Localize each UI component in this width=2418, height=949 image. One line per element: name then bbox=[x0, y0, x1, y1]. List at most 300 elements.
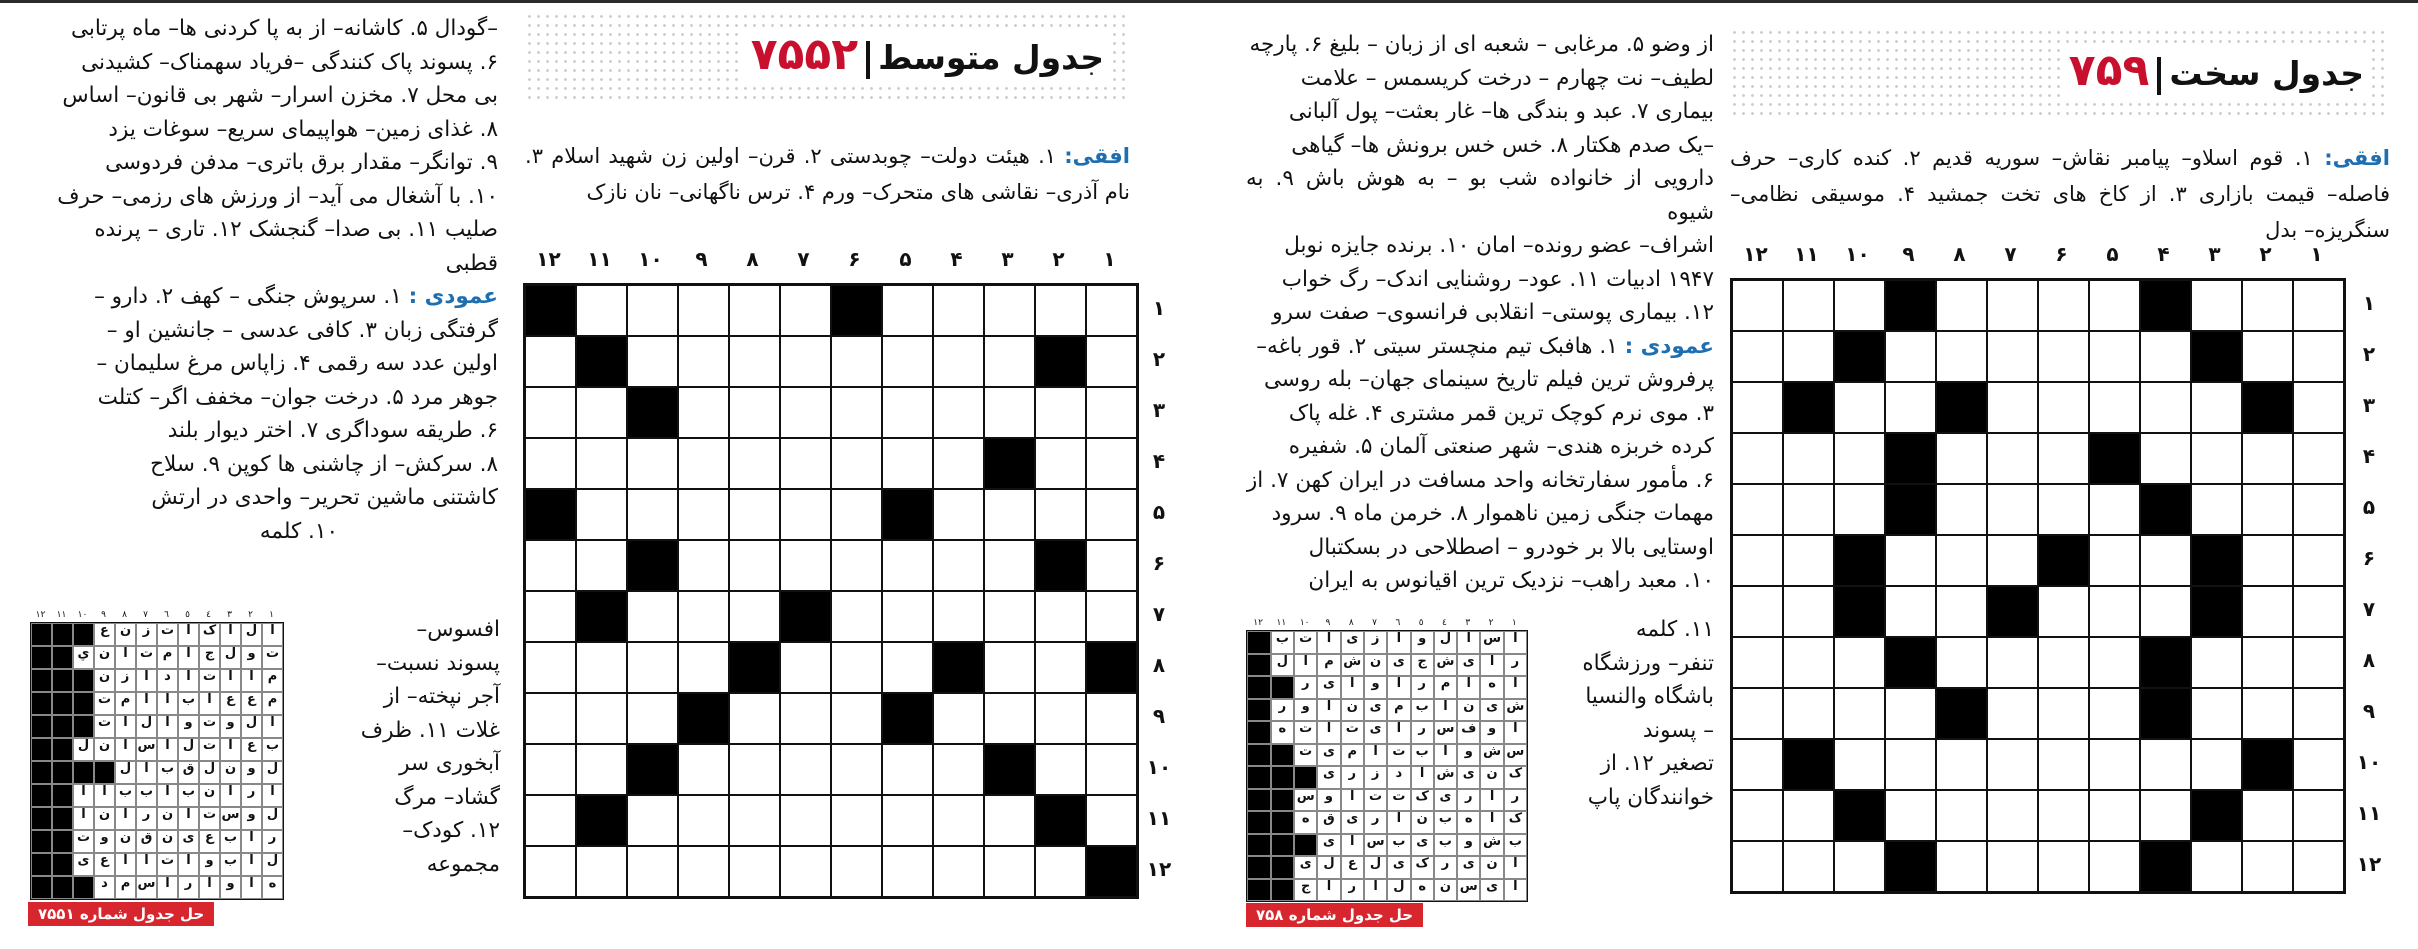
grid-cell[interactable] bbox=[933, 795, 984, 846]
column-number: ۱۰ bbox=[1845, 242, 1870, 266]
grid-cell[interactable] bbox=[2140, 586, 2191, 637]
grid-cell[interactable] bbox=[1035, 744, 1086, 795]
grid-cell[interactable] bbox=[1086, 744, 1137, 795]
grid-cell[interactable] bbox=[2140, 535, 2191, 586]
grid-cell[interactable] bbox=[984, 285, 1035, 336]
grid-cell[interactable] bbox=[2038, 484, 2089, 535]
grid-cell[interactable] bbox=[729, 438, 780, 489]
row-number: ۱ bbox=[1152, 296, 1166, 320]
mini-letter-cell: ن bbox=[94, 807, 115, 830]
grid-cell[interactable] bbox=[2191, 637, 2242, 688]
mini-letter-cell: ب bbox=[136, 784, 157, 807]
grid-cell[interactable] bbox=[678, 591, 729, 642]
grid-cell[interactable] bbox=[2293, 484, 2344, 535]
clue-line: پرفروش ترین فیلم تاریخ سینمای جهان– بله روسی bbox=[1263, 367, 1714, 392]
mini-letter-cell: ا bbox=[1457, 631, 1480, 654]
grid-cell[interactable] bbox=[2089, 586, 2140, 637]
grid-cell[interactable] bbox=[2242, 535, 2293, 586]
grid-cell[interactable] bbox=[780, 642, 831, 693]
grid-cell[interactable] bbox=[2089, 688, 2140, 739]
grid-cell[interactable] bbox=[1987, 790, 2038, 841]
grid-cell[interactable] bbox=[1834, 280, 1885, 331]
grid-cell[interactable] bbox=[1834, 841, 1885, 892]
grid-cell[interactable] bbox=[2293, 841, 2344, 892]
grid-cell[interactable] bbox=[2191, 484, 2242, 535]
mini-letter-cell: ت bbox=[1364, 789, 1387, 812]
mini-letter-cell: ا bbox=[199, 692, 220, 715]
grid-cell[interactable] bbox=[882, 336, 933, 387]
grid-cell[interactable] bbox=[1732, 382, 1783, 433]
grid-cell[interactable] bbox=[525, 591, 576, 642]
grid-cell[interactable] bbox=[2140, 790, 2191, 841]
mini-letter-cell: ب bbox=[1411, 744, 1434, 767]
grid-cell[interactable] bbox=[2089, 790, 2140, 841]
grid-cell[interactable] bbox=[2242, 790, 2293, 841]
black-cell bbox=[1783, 382, 1834, 433]
grid-cell[interactable] bbox=[2293, 280, 2344, 331]
grid-cell[interactable] bbox=[1783, 688, 1834, 739]
grid-cell[interactable] bbox=[1783, 484, 1834, 535]
grid-cell[interactable] bbox=[1086, 438, 1137, 489]
clue-line: بیماری ۷. عبد و بندگی ها– غار بعثت– پول آلبانی bbox=[1288, 99, 1714, 124]
grid-cell[interactable] bbox=[780, 846, 831, 897]
grid-cell[interactable] bbox=[2038, 280, 2089, 331]
grid-cell[interactable] bbox=[2293, 637, 2344, 688]
grid-cell[interactable] bbox=[1885, 739, 1936, 790]
grid-cell[interactable] bbox=[525, 795, 576, 846]
mini-letter-cell: ن bbox=[1480, 856, 1503, 879]
grid-cell[interactable] bbox=[933, 285, 984, 336]
grid-cell[interactable] bbox=[831, 591, 882, 642]
grid-cell[interactable] bbox=[882, 285, 933, 336]
grid-cell[interactable] bbox=[2089, 637, 2140, 688]
grid-cell[interactable] bbox=[1732, 484, 1783, 535]
grid-cell[interactable] bbox=[2191, 841, 2242, 892]
grid-cell[interactable] bbox=[2293, 535, 2344, 586]
grid-cell[interactable] bbox=[831, 336, 882, 387]
grid-cell[interactable] bbox=[525, 642, 576, 693]
grid-cell[interactable] bbox=[831, 693, 882, 744]
grid-cell[interactable] bbox=[984, 591, 1035, 642]
grid-cell[interactable] bbox=[729, 591, 780, 642]
grid-cell[interactable] bbox=[933, 438, 984, 489]
grid-cell[interactable] bbox=[984, 387, 1035, 438]
grid-cell[interactable] bbox=[576, 438, 627, 489]
grid-cell[interactable] bbox=[1035, 387, 1086, 438]
grid-cell[interactable] bbox=[2038, 382, 2089, 433]
clue-line: ۱. هافبک تیم منچستر سیتی ۲. قور باغه– bbox=[1256, 333, 1618, 359]
grid-cell[interactable] bbox=[525, 744, 576, 795]
row-number: ۳ bbox=[1152, 398, 1166, 422]
mini-letter-cell: ا bbox=[1317, 699, 1340, 722]
grid-cell[interactable] bbox=[1936, 841, 1987, 892]
grid-cell[interactable] bbox=[1987, 433, 2038, 484]
grid-cell[interactable] bbox=[2140, 331, 2191, 382]
mini-letter-cell: ر bbox=[262, 830, 283, 853]
grid-cell[interactable] bbox=[984, 336, 1035, 387]
grid-cell[interactable] bbox=[2089, 535, 2140, 586]
grid-cell[interactable] bbox=[1936, 535, 1987, 586]
grid-cell[interactable] bbox=[1086, 336, 1137, 387]
grid-cell[interactable] bbox=[1035, 285, 1086, 336]
grid-cell[interactable] bbox=[984, 642, 1035, 693]
grid-cell[interactable] bbox=[2293, 382, 2344, 433]
grid-cell[interactable] bbox=[1732, 586, 1783, 637]
mini-letter-cell: ا bbox=[115, 646, 136, 669]
grid-cell[interactable] bbox=[1987, 841, 2038, 892]
grid-cell[interactable] bbox=[1885, 586, 1936, 637]
grid-cell[interactable] bbox=[1086, 591, 1137, 642]
grid-cell[interactable] bbox=[1936, 280, 1987, 331]
grid-cell[interactable] bbox=[780, 489, 831, 540]
grid-cell[interactable] bbox=[2038, 739, 2089, 790]
grid-cell[interactable] bbox=[1936, 790, 1987, 841]
grid-cell[interactable] bbox=[2038, 433, 2089, 484]
puzzle-hard-grid[interactable] bbox=[1730, 278, 2346, 894]
column-number: ۱۲ bbox=[536, 247, 561, 271]
grid-cell[interactable] bbox=[984, 693, 1035, 744]
grid-cell[interactable] bbox=[882, 540, 933, 591]
grid-cell[interactable] bbox=[2140, 433, 2191, 484]
grid-cell[interactable] bbox=[525, 438, 576, 489]
grid-cell[interactable] bbox=[678, 285, 729, 336]
grid-cell[interactable] bbox=[1732, 688, 1783, 739]
grid-cell[interactable] bbox=[1834, 688, 1885, 739]
clue-line: ۱. سرپوش جنگی – کهف ۲. دارو – bbox=[94, 284, 402, 309]
grid-cell[interactable] bbox=[933, 387, 984, 438]
black-cell bbox=[1086, 846, 1137, 897]
clue-line: گرفتگی زبان ۳. کافی عدسی – جانشین او – bbox=[106, 317, 498, 343]
grid-cell[interactable] bbox=[831, 846, 882, 897]
mini-black-cell bbox=[52, 646, 73, 669]
mini-letter-cell: و bbox=[1457, 834, 1480, 857]
grid-cell[interactable] bbox=[1987, 739, 2038, 790]
grid-cell[interactable] bbox=[678, 387, 729, 438]
mini-letter-cell: ر bbox=[1434, 856, 1457, 879]
grid-cell[interactable] bbox=[1834, 637, 1885, 688]
mini-letter-cell: و bbox=[178, 715, 199, 738]
grid-cell[interactable] bbox=[1834, 484, 1885, 535]
grid-cell[interactable] bbox=[1783, 637, 1834, 688]
grid-cell[interactable] bbox=[627, 336, 678, 387]
grid-cell[interactable] bbox=[2293, 739, 2344, 790]
grid-cell[interactable] bbox=[2038, 637, 2089, 688]
black-cell bbox=[2191, 586, 2242, 637]
mini-letter-cell: ا bbox=[1480, 654, 1503, 677]
grid-cell[interactable] bbox=[2293, 790, 2344, 841]
grid-cell[interactable] bbox=[780, 795, 831, 846]
grid-cell[interactable] bbox=[576, 744, 627, 795]
grid-cell[interactable] bbox=[2191, 433, 2242, 484]
grid-cell[interactable] bbox=[678, 795, 729, 846]
grid-cell[interactable] bbox=[1885, 331, 1936, 382]
grid-cell[interactable] bbox=[831, 744, 882, 795]
grid-cell[interactable] bbox=[2038, 586, 2089, 637]
grid-cell[interactable] bbox=[2140, 382, 2191, 433]
grid-cell[interactable] bbox=[1035, 693, 1086, 744]
grid-cell[interactable] bbox=[525, 387, 576, 438]
grid-cell[interactable] bbox=[1086, 489, 1137, 540]
clue-line: آجر نپخته– از bbox=[383, 684, 500, 709]
grid-cell[interactable] bbox=[1035, 642, 1086, 693]
mini-letter-cell: ن bbox=[1411, 811, 1434, 834]
grid-cell[interactable] bbox=[1732, 790, 1783, 841]
grid-cell[interactable] bbox=[984, 846, 1035, 897]
grid-cell[interactable] bbox=[780, 387, 831, 438]
grid-cell[interactable] bbox=[1834, 382, 1885, 433]
grid-cell[interactable] bbox=[525, 540, 576, 591]
grid-cell[interactable] bbox=[933, 846, 984, 897]
grid-cell[interactable] bbox=[780, 744, 831, 795]
grid-cell[interactable] bbox=[1783, 790, 1834, 841]
grid-cell[interactable] bbox=[1086, 387, 1137, 438]
mini-letter-cell: س bbox=[1457, 879, 1480, 902]
grid-cell[interactable] bbox=[2038, 790, 2089, 841]
grid-cell[interactable] bbox=[729, 795, 780, 846]
mini-letter-cell: ع bbox=[220, 692, 241, 715]
grid-cell[interactable] bbox=[1936, 331, 1987, 382]
grid-cell[interactable] bbox=[1987, 484, 2038, 535]
grid-cell[interactable] bbox=[576, 387, 627, 438]
grid-cell[interactable] bbox=[1086, 540, 1137, 591]
grid-cell[interactable] bbox=[831, 795, 882, 846]
grid-cell[interactable] bbox=[1987, 382, 2038, 433]
mini-left-col-numbers: ١ ٢ ٣ ٤ ٥ ٦ ٧ ٨ ٩ ١٠ ١١ ١٢ bbox=[35, 610, 274, 620]
grid-cell[interactable] bbox=[576, 846, 627, 897]
grid-cell[interactable] bbox=[729, 336, 780, 387]
grid-cell[interactable] bbox=[933, 744, 984, 795]
grid-cell[interactable] bbox=[1732, 433, 1783, 484]
grid-cell[interactable] bbox=[882, 846, 933, 897]
grid-cell[interactable] bbox=[576, 693, 627, 744]
grid-cell[interactable] bbox=[678, 336, 729, 387]
grid-cell[interactable] bbox=[1035, 438, 1086, 489]
grid-cell[interactable] bbox=[729, 744, 780, 795]
grid-cell[interactable] bbox=[627, 438, 678, 489]
grid-cell[interactable] bbox=[2242, 280, 2293, 331]
grid-cell[interactable] bbox=[525, 846, 576, 897]
grid-cell[interactable] bbox=[2242, 637, 2293, 688]
mini-letter-cell: ی bbox=[178, 830, 199, 853]
grid-cell[interactable] bbox=[576, 540, 627, 591]
grid-cell[interactable] bbox=[2242, 433, 2293, 484]
grid-cell[interactable] bbox=[1885, 382, 1936, 433]
mini-letter-cell: ا bbox=[1317, 721, 1340, 744]
grid-cell[interactable] bbox=[2038, 841, 2089, 892]
grid-cell[interactable] bbox=[627, 795, 678, 846]
grid-cell[interactable] bbox=[2089, 841, 2140, 892]
mini-letter-cell: ه bbox=[1411, 879, 1434, 902]
grid-cell[interactable] bbox=[729, 693, 780, 744]
grid-cell[interactable] bbox=[576, 285, 627, 336]
grid-cell[interactable] bbox=[2242, 484, 2293, 535]
grid-cell[interactable] bbox=[2242, 841, 2293, 892]
grid-cell[interactable] bbox=[831, 642, 882, 693]
mini-letter-cell: و bbox=[220, 715, 241, 738]
grid-cell[interactable] bbox=[1783, 433, 1834, 484]
grid-cell[interactable] bbox=[729, 387, 780, 438]
grid-cell[interactable] bbox=[2242, 688, 2293, 739]
black-cell bbox=[2140, 280, 2191, 331]
grid-cell[interactable] bbox=[882, 438, 933, 489]
grid-cell[interactable] bbox=[933, 540, 984, 591]
grid-cell[interactable] bbox=[1732, 739, 1783, 790]
grid-cell[interactable] bbox=[2089, 280, 2140, 331]
grid-cell[interactable] bbox=[2242, 331, 2293, 382]
grid-cell[interactable] bbox=[780, 438, 831, 489]
grid-cell[interactable] bbox=[1732, 331, 1783, 382]
grid-cell[interactable] bbox=[576, 489, 627, 540]
grid-cell[interactable] bbox=[678, 744, 729, 795]
mini-letter-cell: ل bbox=[1434, 631, 1457, 654]
grid-cell[interactable] bbox=[627, 693, 678, 744]
column-number: ۸ bbox=[1953, 242, 1966, 266]
grid-cell[interactable] bbox=[678, 642, 729, 693]
grid-cell[interactable] bbox=[678, 489, 729, 540]
grid-cell[interactable] bbox=[1783, 535, 1834, 586]
grid-cell[interactable] bbox=[525, 693, 576, 744]
grid-cell[interactable] bbox=[627, 285, 678, 336]
grid-cell[interactable] bbox=[1035, 591, 1086, 642]
grid-cell[interactable] bbox=[2089, 739, 2140, 790]
grid-cell[interactable] bbox=[831, 489, 882, 540]
mini-letter-cell: ی bbox=[1364, 699, 1387, 722]
grid-cell[interactable] bbox=[729, 489, 780, 540]
grid-cell[interactable] bbox=[1987, 637, 2038, 688]
grid-cell[interactable] bbox=[678, 540, 729, 591]
grid-cell[interactable] bbox=[1783, 841, 1834, 892]
grid-cell[interactable] bbox=[525, 336, 576, 387]
grid-cell[interactable] bbox=[1987, 331, 2038, 382]
across-text: ۱. قوم اسلاو– پیامبر نقاش– سوریه قدیم ۲. کنده کاری– حرف فاصله– قیمت بازاری ۳. از کاخ های تخت جمشید ۴. موسیقی نظامی– سنگریزه– بدل bbox=[1730, 146, 2390, 242]
grid-cell[interactable] bbox=[1885, 790, 1936, 841]
grid-cell[interactable] bbox=[933, 336, 984, 387]
mini-letter-cell: و bbox=[1457, 744, 1480, 767]
grid-cell[interactable] bbox=[882, 591, 933, 642]
mini-letter-cell: ا bbox=[1504, 879, 1527, 902]
grid-cell[interactable] bbox=[729, 540, 780, 591]
mini-letter-cell: ب bbox=[1434, 834, 1457, 857]
grid-cell[interactable] bbox=[882, 642, 933, 693]
grid-cell[interactable] bbox=[933, 489, 984, 540]
grid-cell[interactable] bbox=[831, 438, 882, 489]
grid-cell[interactable] bbox=[1987, 535, 2038, 586]
black-cell bbox=[831, 285, 882, 336]
grid-cell[interactable] bbox=[780, 336, 831, 387]
grid-cell[interactable] bbox=[2191, 688, 2242, 739]
grid-cell[interactable] bbox=[984, 489, 1035, 540]
row-number: ۹ bbox=[1152, 704, 1166, 728]
clue-line: جوهر مرد ۵. درخت جوان– مخفف اگر– کتلت bbox=[97, 384, 498, 410]
grid-cell[interactable] bbox=[2191, 382, 2242, 433]
grid-cell[interactable] bbox=[2293, 586, 2344, 637]
mini-letter-cell: ل bbox=[1317, 856, 1340, 879]
grid-cell[interactable] bbox=[627, 642, 678, 693]
grid-cell[interactable] bbox=[933, 591, 984, 642]
mini-letter-cell: ا bbox=[241, 853, 262, 876]
grid-cell[interactable] bbox=[1987, 688, 2038, 739]
grid-cell[interactable] bbox=[2089, 382, 2140, 433]
grid-cell[interactable] bbox=[729, 285, 780, 336]
grid-cell[interactable] bbox=[1732, 535, 1783, 586]
puzzle-medium-grid[interactable] bbox=[523, 283, 1139, 899]
grid-cell[interactable] bbox=[2038, 688, 2089, 739]
grid-cell[interactable] bbox=[678, 846, 729, 897]
grid-cell[interactable] bbox=[627, 591, 678, 642]
grid-cell[interactable] bbox=[780, 693, 831, 744]
grid-cell[interactable] bbox=[882, 387, 933, 438]
mini-letter-cell: ی bbox=[1457, 654, 1480, 677]
grid-cell[interactable] bbox=[831, 387, 882, 438]
grid-cell[interactable] bbox=[984, 540, 1035, 591]
grid-cell[interactable] bbox=[1783, 586, 1834, 637]
grid-cell[interactable] bbox=[576, 642, 627, 693]
grid-cell[interactable] bbox=[2140, 739, 2191, 790]
grid-cell[interactable] bbox=[2242, 586, 2293, 637]
grid-cell[interactable] bbox=[2293, 433, 2344, 484]
row-number: ۶ bbox=[2362, 546, 2376, 570]
grid-cell[interactable] bbox=[2293, 688, 2344, 739]
mini-letter-cell: ی bbox=[1480, 699, 1503, 722]
grid-cell[interactable] bbox=[2191, 739, 2242, 790]
grid-cell[interactable] bbox=[1936, 739, 1987, 790]
grid-cell[interactable] bbox=[1086, 795, 1137, 846]
grid-cell[interactable] bbox=[678, 438, 729, 489]
grid-cell[interactable] bbox=[1834, 739, 1885, 790]
grid-cell[interactable] bbox=[1936, 433, 1987, 484]
grid-cell[interactable] bbox=[2089, 331, 2140, 382]
grid-cell[interactable] bbox=[1732, 280, 1783, 331]
black-cell bbox=[1936, 382, 1987, 433]
grid-cell[interactable] bbox=[1885, 688, 1936, 739]
grid-cell[interactable] bbox=[2293, 331, 2344, 382]
mini-letter-cell: ا bbox=[241, 830, 262, 853]
grid-cell[interactable] bbox=[933, 693, 984, 744]
grid-cell[interactable] bbox=[1732, 637, 1783, 688]
mini-letter-cell: ق bbox=[178, 761, 199, 784]
grid-cell[interactable] bbox=[1086, 693, 1137, 744]
grid-cell[interactable] bbox=[1783, 331, 1834, 382]
grid-cell[interactable] bbox=[2038, 331, 2089, 382]
grid-cell[interactable] bbox=[1936, 484, 1987, 535]
grid-cell[interactable] bbox=[1936, 637, 1987, 688]
grid-cell[interactable] bbox=[780, 285, 831, 336]
grid-cell[interactable] bbox=[729, 846, 780, 897]
column-number: ۷ bbox=[2004, 242, 2017, 266]
mini-letter-cell: م bbox=[157, 646, 178, 669]
grid-cell[interactable] bbox=[1783, 280, 1834, 331]
grid-cell[interactable] bbox=[1035, 846, 1086, 897]
grid-cell[interactable] bbox=[831, 540, 882, 591]
grid-cell[interactable] bbox=[627, 489, 678, 540]
grid-cell[interactable] bbox=[1885, 535, 1936, 586]
grid-cell[interactable] bbox=[627, 846, 678, 897]
grid-cell[interactable] bbox=[1936, 586, 1987, 637]
grid-cell[interactable] bbox=[1732, 841, 1783, 892]
mini-letter-cell: م bbox=[1387, 699, 1410, 722]
grid-cell[interactable] bbox=[1086, 285, 1137, 336]
grid-cell[interactable] bbox=[1035, 489, 1086, 540]
grid-cell[interactable] bbox=[882, 744, 933, 795]
mini-letter-cell: ی bbox=[73, 853, 94, 876]
grid-cell[interactable] bbox=[984, 795, 1035, 846]
grid-cell[interactable] bbox=[882, 795, 933, 846]
grid-cell[interactable] bbox=[2191, 280, 2242, 331]
grid-cell[interactable] bbox=[1834, 433, 1885, 484]
grid-cell[interactable] bbox=[2089, 484, 2140, 535]
grid-cell[interactable] bbox=[780, 540, 831, 591]
grid-cell[interactable] bbox=[1987, 280, 2038, 331]
